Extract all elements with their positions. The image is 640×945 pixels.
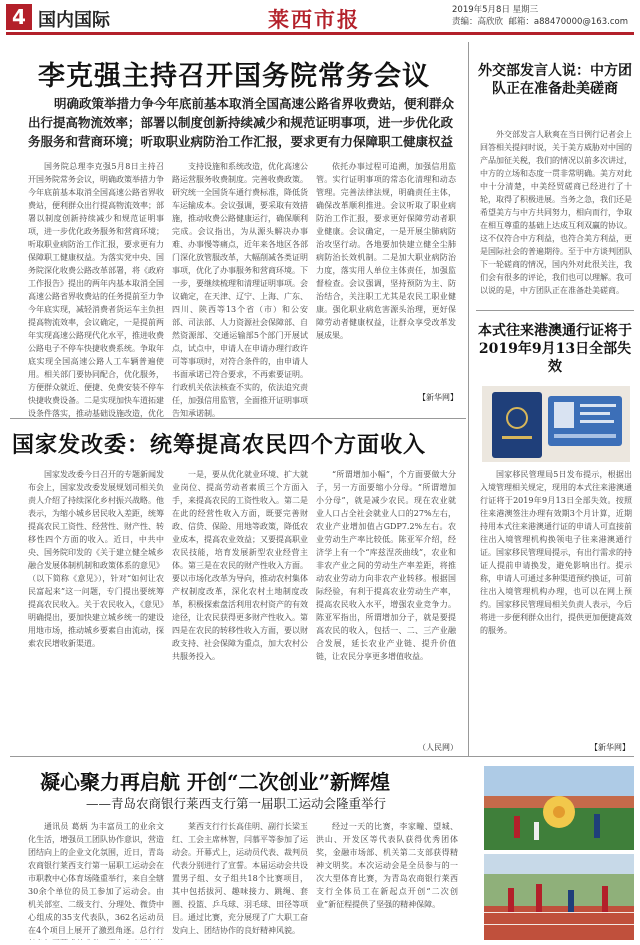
- article1-col1: 国务院总理李克强5月8日主持召开国务院常务会议，明确政策举措力争今年底前基本取消全国高速公路省界收费站，便利群众出行提高物流效率；部署以制度创新持续减少和规范证明事项，进一步优化政务服务和营商环境；听取职业病防治工作汇报，要求更有力保障职工健康权益。为落实党中央、国务院深化收费公路改革部署，将《政府工作报告》提出的两年内基本取消全国高速公路省界收费站的任务提前至力争今年底实现，减轻消费者货运车主负担提高物流效率，会议确定，一是提前两年实现高速公路现代化水平，推进收费公路电子不停车快捷收费系统。争取年底实现全国高速公路人工车辆普遍使用。相关部门要协同配合，优化服务，方便群众就近、便捷、免费安装不停车快捷收费设备。二是实现加快车道拓建设条件落实，推动基础设施改造，优化: [28, 162, 164, 418]
- sidebar1-headline: 外交部发言人说：中方团队正在准备赴美磋商: [478, 63, 632, 97]
- masthead-rule: [6, 32, 634, 35]
- article3-headline: 凝心聚力再启航 开创“二次创业”新辉煌: [40, 770, 390, 794]
- article1-headline: 李克强主持召开国务院常务会议: [38, 61, 430, 92]
- divider: [10, 756, 634, 757]
- sports-photo-bottom: [484, 854, 634, 940]
- newspaper-logo: 莱西市报: [268, 7, 360, 32]
- masthead-meta: [452, 4, 628, 28]
- article2-source: （人民网）: [418, 743, 458, 752]
- article1-subtitle: 明确政策举措力争今年底前基本取消全国高速公路省界收费站，便利群众出行提高物流效率；部署以制度创新持续减少和规范证明事项，进一步优化政务服务和营商环境；听取职业病防治工作汇报，要求更有力保障职工健康权益: [28, 96, 455, 149]
- column-divider: [468, 42, 469, 757]
- sports-photo-illustration: [484, 766, 634, 850]
- sidebar2-body: 国家移民管理局5日发布提示，根据出入境管理相关规定，现用的本式往来港澳通行证将于2019年9月13日全部失效。按照往来港澳签注办理有效期3个月计算，近期持用本式往来港澳通行证的申请人可直接前往出入境管理机构换领电子往来港澳通行证。国家移民管理局提示，有出行需求的持证人提前申请换发，避免影响出行。提示称，申请人可通过多种渠道预约换证，可前往出入境管理机构办理，也可以在网上预约。国家移民管理局相关负责人表示，今后将进一步便利群众出行，提供更加便捷高效的服务。: [480, 470, 632, 635]
- divider: [10, 418, 466, 419]
- article2-col3: “所谓增加小幅”，个方面要做大分子，另一方面要缩小分母。“所谓增加小分母”，就是减少农民。现在农业就业人口占全社会就业人口的27%左右，农业产业增加值占GDP7.2%左右。农业劳动生产率比较低。陈亚军介绍，经济学上有一个“库兹涅茨曲线”，农业和非农产业之间的劳动生产率差距，将推动农业劳动力向非农产业转移。根据国际经验，有利于提高农业劳动生产率，提高农民收入水平，增强农业竞争力。陈亚军指出，所谓增加分子，就是要提高农民的收入，包括一、二、三产业融合发展，延长农业产业链、提升价值链，让农民分享更多增值收益。: [316, 470, 456, 661]
- article2-headline: 国家发改委：统筹提高农民四个方面收入: [12, 432, 427, 458]
- page-number: 4: [6, 4, 32, 30]
- article3-col2: 莱西支行行长高佳明、副行长梁玉红、工会主席林智，闫慕平等参加了运动会。开幕式上，运动员代表、裁判员代表分别进行了宣誓。本届运动会共设置男子组、女子组共18个比赛项目，其中包括拔河、趣味接力、跳绳、套圈、投篮、乒乓球、羽毛球、田径等项目。通过比赛，充分展现了广大职工奋发向上、团结协作的良好精神风貌。: [172, 822, 308, 935]
- sidebar2-source: 【新华网】: [590, 743, 630, 752]
- article3-col1: 通讯员 葛炳 为丰富员工的业余文化生活，增强员工团队协作意识，营造团结向上的企业文化氛围，近日，青岛农商银行莱西支行第一届职工运动会在市职教中心体育场隆重举行，来自全辖30余个单位的员工参加了运动会。由机关部室、二级支行、分理处、微贷中心组成的35支代表队，362名运动员在4个项目上展开了激烈角逐。总行行: [28, 822, 164, 935]
- article2-col2: 一是，要从优化就业环境、扩大就业岗位、提高劳动者素质三个方面入手，来提高农民的工资性收入。第二是在此的经营性收入方面，既要完善财政、信贷、保险、用地等政策，降低农业成本，提高农业效益；又要提高职业农民技能，培育发展新型农业经营主体。第三是在农民的财产性收入方面。要以市场化改革为导向，推动农村集体产权制度改革，深化农村土地制度改革，积极探索盘活利用农村资产的有效途径，让农民获得更多财产性收入。第四是在农民的转移性收入方面，要以财政支持、社会保障为重点，加大农村公共服务投入。: [172, 470, 308, 661]
- editor-email: 邮箱：a88470000@163.com: [508, 17, 628, 27]
- passport-photo: [482, 386, 630, 462]
- article1-col2: 支持设施和系统改造，优化高速公路运营服务收费制度。完善收费政策。研究统一全国货车通行费标准，降低货车运输成本。会议强调，要采取有效措施，推动收费公路健康运行，确保顺利完成。会议指出，为从源头解决办事难、办事慢等痛点，近年来各地区各部门深化放管服改革，大幅削减各类证明事项，优化了办事服务和营商环境。下一步，要继续梳理和清理证明事项。会议确定，在天津、辽宁、上海、广东、四川、陕西等13个省（市）和公安部、司法部、人力资源社会保障部、自然资源部、交通运输部5个部门开展试点，试点中，申请人在申请办理行政许可等事项时，对符合条件的，由申请人书面承诺已符合要求，不再索要证明。行政机关依法核查不实的，依法追究责任，加强信用监管，全面推开证明事项告知承诺制。: [172, 162, 308, 418]
- sidebar2-headline: 本式往来港澳通行证将于2019年9月13日全部失效: [478, 323, 632, 375]
- article3-col3: 经过一天的比赛，李家疃、望城、洪山、开发区等代表队获得优秀团体奖，金融市场部、机关第二支部获得精神文明奖。本次运动会是全员参与的一次大型体育比赛，为青岛农商银行莱西支行全体员工在新起点开创“二次创业”新征程提供了坚强的精神保障。: [316, 822, 458, 909]
- article1-source: 【新华网】: [418, 393, 458, 402]
- masthead: [0, 0, 640, 34]
- sports-photo-illustration: [484, 854, 634, 940]
- passport-illustration: [482, 386, 630, 462]
- article1-col3: 依托办事过程可追溯，加强信用监管。实行证明事项的常态化清理和动态管理。完善法律法规，明确责任主体，确保改革顺利推进。会议听取了职业病防治工作汇报，要求更好保障劳动者职业健康。会议确定，一是开展尘肺病防治攻坚行动。各地要加快建立健全尘肺病防治长效机制。二是加大职业病防治力度，落实用人单位主体责任，加强监督检查。会议强调，坚持预防为主、防治结合，关注职工尤其是农民工职业健康。强化职业病危害源头治理，更好保障劳动者健康权益，让群众享受改革发展成果。: [316, 162, 456, 340]
- section-title: 国内国际: [38, 10, 110, 31]
- issue-date: 2019年5月8日 星期三: [452, 5, 539, 15]
- article2-col1: 国家发改委今日召开的专题新闻发布会上，国家发改委发展规划司相关负责人介绍了持续深化乡村振兴战略。他表示，为缩小城乡居民收入差距，统筹提高农民工资性、经营性、财产性、转移性四个方面的收入。近日，中共中央、国务院印发的《关于建立健全城乡融合发展体制机制和政策体系的意见》（以下简称《意见》），针对“如何让农民富起来”这一问题，专门提出要统筹提高农民收入。关于农民收入，《意见》明确提出，要加快建立城乡统一的建设用地市场，推动城乡要素自由流动，探索农民增收新渠道。: [28, 470, 164, 648]
- divider: [476, 310, 634, 311]
- article3-subtitle: ——青岛农商银行莱西支行第一届职工运动会隆重举行: [86, 796, 387, 811]
- editor: 责编：高欣欣: [452, 17, 504, 27]
- sports-photo-top: [484, 766, 634, 850]
- sidebar1-body: 外交部发言人耿爽在当日例行记者会上回答相关提问时说，关于美方威胁对中国的产品加征关税，我们的情况以前多次讲过，中方的立场和态度一贯非常明确。美方对此中十分清楚，中美经贸磋商已经进行了十轮，取得了积极进展。当务之急，我们还是希望美方与中方共同努力，相向而行，争取在相互尊重的基础上达成互利双赢的协议。这不仅符合中方利益，也符合美方利益，更是国际社会的普遍期待。至于中方谈判团队下一轮磋商的情况，国内外对此很关注，我们会有很多的评论，我们也可以理解。我可以说的是，中方团队正在准备赴美磋商。: [480, 130, 632, 295]
